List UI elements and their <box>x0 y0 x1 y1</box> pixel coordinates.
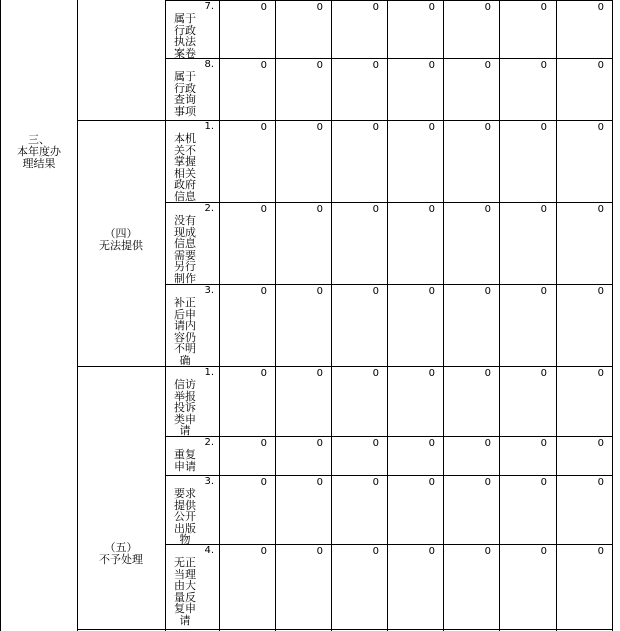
value-cell: 0 <box>316 2 323 13</box>
table-column-border <box>499 0 500 631</box>
table-row-border <box>165 436 612 437</box>
value-cell: 0 <box>372 477 379 488</box>
value-cell: 0 <box>316 477 323 488</box>
value-cell: 0 <box>484 438 491 449</box>
table-column-border <box>0 0 1 631</box>
value-cell: 0 <box>428 2 435 13</box>
value-cell: 0 <box>260 204 267 215</box>
value-cell: 0 <box>260 477 267 488</box>
item-label: 补正 后申 请内 容仍 不明 确 <box>174 296 196 367</box>
table-row-border <box>77 120 612 121</box>
value-cell: 0 <box>372 286 379 297</box>
table-row-border <box>165 58 612 59</box>
table-column-border <box>387 0 388 631</box>
item-number: 3. <box>204 476 214 487</box>
table-column-border <box>275 0 276 631</box>
item-number: 1. <box>204 367 214 378</box>
table-row-border <box>165 544 612 545</box>
value-cell: 0 <box>540 546 547 557</box>
value-cell: 0 <box>597 368 604 379</box>
value-cell: 0 <box>597 122 604 133</box>
value-cell: 0 <box>597 546 604 557</box>
item-number: 8. <box>204 59 214 70</box>
item-label: 本机 关不 掌握 相关 政府 信息 <box>174 132 196 203</box>
value-cell: 0 <box>597 477 604 488</box>
item-number: 1. <box>204 121 214 132</box>
value-cell: 0 <box>484 368 491 379</box>
value-cell: 0 <box>540 60 547 71</box>
table-column-border <box>77 0 78 631</box>
value-cell: 0 <box>484 477 491 488</box>
value-cell: 0 <box>428 60 435 71</box>
value-cell: 0 <box>540 204 547 215</box>
value-cell: 0 <box>428 368 435 379</box>
table-column-border <box>556 0 557 631</box>
group-label: （五） 不予处理 <box>99 541 143 566</box>
value-cell: 0 <box>540 286 547 297</box>
value-cell: 0 <box>372 368 379 379</box>
value-cell: 0 <box>540 438 547 449</box>
value-cell: 0 <box>316 122 323 133</box>
value-cell: 0 <box>316 286 323 297</box>
item-label: 属于 行政 查询 事项 <box>174 70 196 118</box>
item-label: 无正 当理 由大 量反 复申 请 <box>174 556 196 627</box>
value-cell: 0 <box>540 368 547 379</box>
value-cell: 0 <box>540 477 547 488</box>
value-cell: 0 <box>260 2 267 13</box>
value-cell: 0 <box>428 122 435 133</box>
value-cell: 0 <box>484 2 491 13</box>
value-cell: 0 <box>597 60 604 71</box>
table-column-border <box>443 0 444 631</box>
table-column-border <box>612 0 613 631</box>
item-number: 7. <box>204 1 214 12</box>
table-row-border <box>77 366 612 367</box>
group-label: （四） 无法提供 <box>99 227 143 252</box>
value-cell: 0 <box>484 286 491 297</box>
item-number: 2. <box>204 203 214 214</box>
item-number: 2. <box>204 437 214 448</box>
item-label: 没有 现成 信息 需要 另行 制作 <box>174 214 196 285</box>
value-cell: 0 <box>597 286 604 297</box>
value-cell: 0 <box>372 204 379 215</box>
item-label: 信访 举报 投诉 类申 请 <box>174 378 196 438</box>
item-number: 4. <box>204 545 214 556</box>
value-cell: 0 <box>428 438 435 449</box>
table-row-border <box>77 629 612 630</box>
value-cell: 0 <box>597 438 604 449</box>
item-number: 3. <box>204 285 214 296</box>
value-cell: 0 <box>484 546 491 557</box>
item-label: 要求 提供 公开 出版 物 <box>174 487 196 547</box>
value-cell: 0 <box>428 477 435 488</box>
item-label: 属于 行政 执法 案卷 <box>174 12 196 60</box>
table-column-border <box>331 0 332 631</box>
table-row-border <box>165 0 612 1</box>
value-cell: 0 <box>260 438 267 449</box>
value-cell: 0 <box>484 204 491 215</box>
value-cell: 0 <box>597 204 604 215</box>
table-row-border <box>165 202 612 203</box>
value-cell: 0 <box>372 438 379 449</box>
value-cell: 0 <box>316 204 323 215</box>
table-column-border <box>165 0 166 631</box>
value-cell: 0 <box>372 122 379 133</box>
value-cell: 0 <box>372 2 379 13</box>
table-row-border <box>165 475 612 476</box>
value-cell: 0 <box>428 286 435 297</box>
value-cell: 0 <box>260 122 267 133</box>
section-label: 三、 本年度办 理结果 <box>17 133 61 170</box>
value-cell: 0 <box>372 60 379 71</box>
value-cell: 0 <box>316 368 323 379</box>
table-column-border <box>219 0 220 631</box>
value-cell: 0 <box>540 2 547 13</box>
value-cell: 0 <box>484 60 491 71</box>
item-label: 重复 申请 <box>174 448 196 473</box>
value-cell: 0 <box>260 368 267 379</box>
table-row-border <box>165 284 612 285</box>
value-cell: 0 <box>260 286 267 297</box>
value-cell: 0 <box>540 122 547 133</box>
value-cell: 0 <box>260 546 267 557</box>
value-cell: 0 <box>372 546 379 557</box>
value-cell: 0 <box>316 546 323 557</box>
value-cell: 0 <box>428 204 435 215</box>
value-cell: 0 <box>316 438 323 449</box>
value-cell: 0 <box>260 60 267 71</box>
value-cell: 0 <box>597 2 604 13</box>
value-cell: 0 <box>484 122 491 133</box>
value-cell: 0 <box>316 60 323 71</box>
value-cell: 0 <box>428 546 435 557</box>
